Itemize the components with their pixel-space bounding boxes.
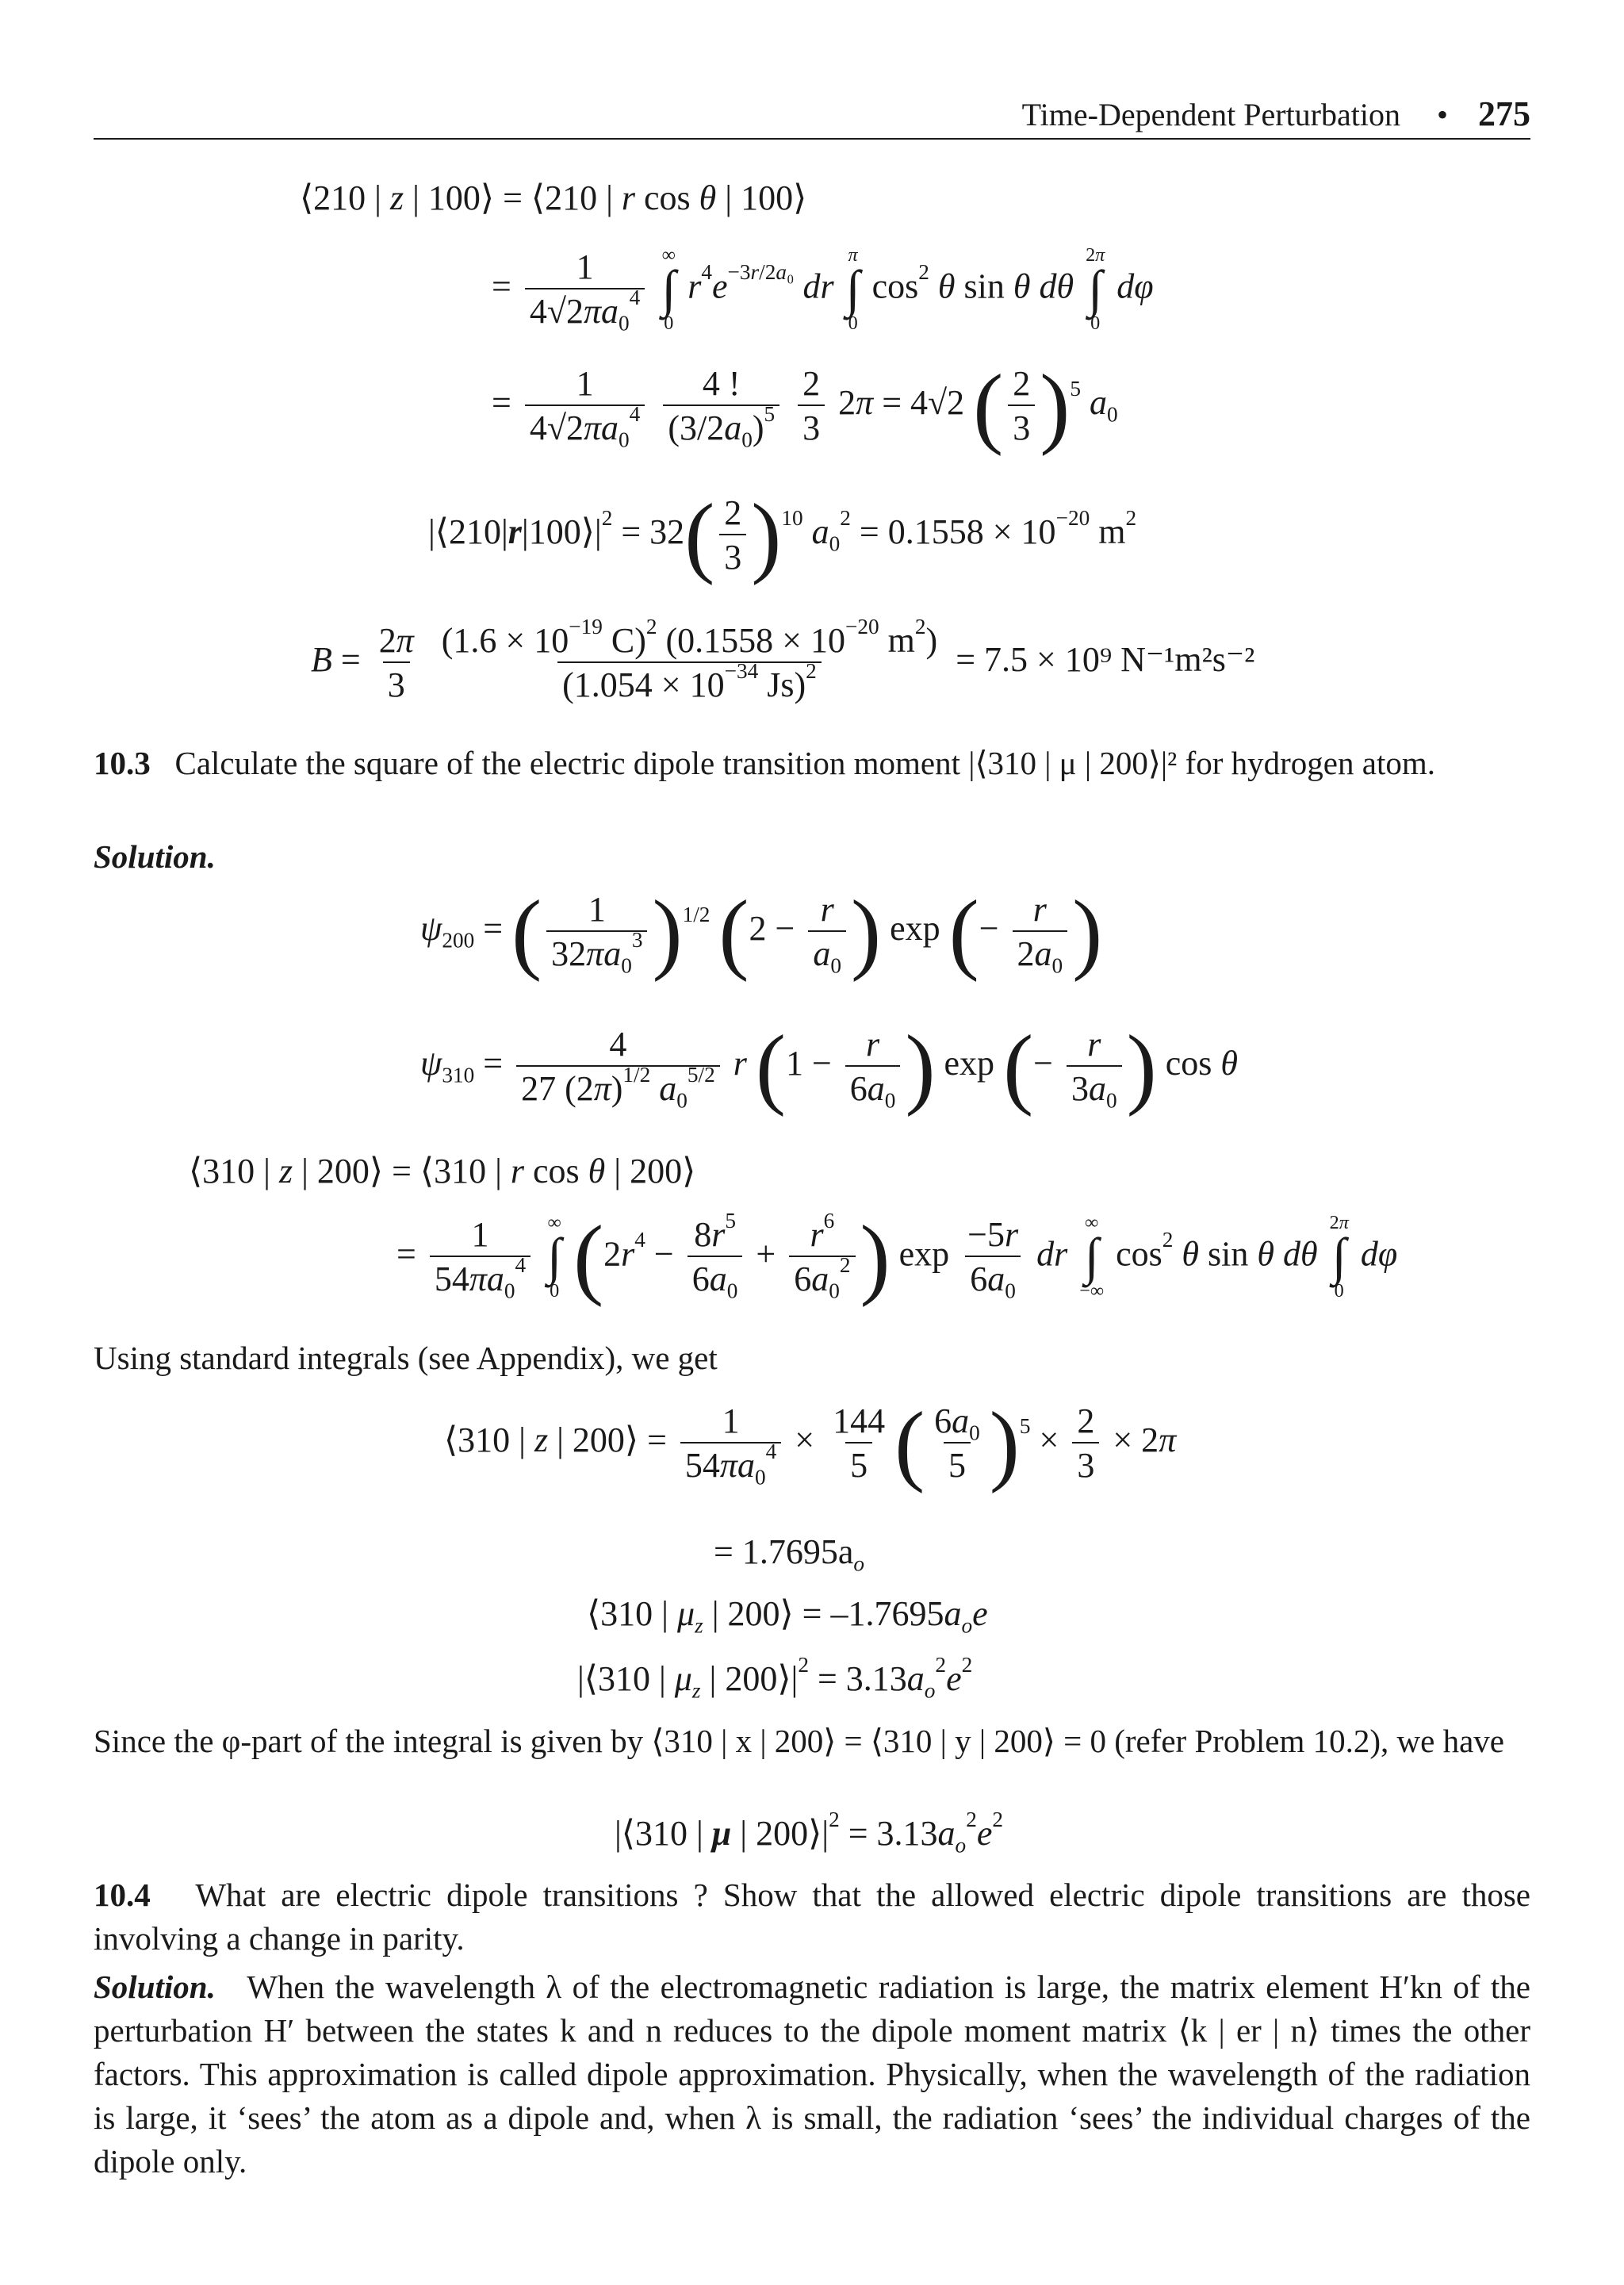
problem-text: Calculate the square of the electric dipole transition moment |⟨310 | μ | 200⟩|² for hydrogen atom. xyxy=(174,745,1435,781)
problem-number-10-4: 10.4 xyxy=(94,1877,151,1913)
problem-10-4 xyxy=(94,1873,1530,1961)
equation-product-310: ⟨310 | z | 200⟩ = $\frac{1}{54\pi a_0^4}$ × $\frac{144}{5}$ ( $\frac{6a_0}{5}$ )$^5$ × $\frac{2}{3}$ × 2π xyxy=(444,1393,1177,1494)
equation-matrix-element-310: ⟨310 | z | 200⟩ = ⟨310 | r cos θ | 200⟩ xyxy=(189,1152,696,1190)
result-subscript: o xyxy=(853,1551,864,1576)
header-title: Time-Dependent Perturbation xyxy=(1021,97,1400,132)
equation-mu-z: ⟨310 | $\mu_z$ | 200⟩ = $-1.7695a_oe$ xyxy=(587,1594,988,1638)
running-header xyxy=(1022,94,1530,134)
b-result: = 7.5 × 10⁹ N⁻¹m²s⁻² xyxy=(956,640,1255,680)
header-rule xyxy=(94,138,1530,140)
solution-label-10-3: Solution. xyxy=(94,838,216,875)
page-number: 275 xyxy=(1478,94,1530,133)
equation-final-mu-squared: |⟨310 | μ | $200⟩|^2 = 3.13a_o^2e^2$ xyxy=(615,1807,1003,1858)
header-bullet: • xyxy=(1436,97,1448,132)
problem-10-3 xyxy=(94,742,1530,785)
problem-number: 10.3 xyxy=(94,745,151,781)
equation-result-210: = $\frac{1}{4√2\pi a_0^4}$ $\frac{4 !}{(3/2a_0)^5}$ $\frac{2}{3}$ 2π = 4√2 ( $\frac{2}{3}$ )$^5$ $a_0$ xyxy=(492,355,1118,457)
using-standard-integrals-text: Using standard integrals (see Appendix), we get xyxy=(94,1340,718,1376)
equation-psi-200: $\psi_{200}$ = ( $\frac{1}{32\pi a_0^3}$ )$^{1/2}$ (2 − $\frac{r}{a_0}$ ) exp (− $\frac{r}{2a_0}$ ) xyxy=(420,881,1103,983)
equation-mu-z-squared: |⟨310 | $\mu_z$ | $200⟩|^2 = 3.13a_o^2e^2$ xyxy=(577,1652,973,1703)
equation-integral-310: = $\frac{1}{54\pi a_0^4}$ ∞ ∫ 0 ($2r^4$ − $\frac{8r^5}{6a_0}$ + $\frac{r^6}{6a_0^2}$ ) exp $\frac{-5r}{6a_0}$ dr ∞ ∫ −∞ $\cos^2 \theta$ sin θ dθ 2π ∫ 0 dφ xyxy=(396,1206,1398,1308)
solution-10-4 xyxy=(94,1965,1530,2183)
result-value: = 1.7695a xyxy=(714,1532,854,1571)
equation-psi-310: $\psi_{310}$ = $\frac{4}{27 (2\pi)^{1/2} a_0^{5/2}}$ r (1 − $\frac{r}{6a_0}$ ) exp (− $\frac{r}{3a_0}$ ) cos θ xyxy=(420,1016,1238,1118)
solution-label-10-4: Solution. xyxy=(94,1969,216,2005)
solution-text-10-4: When the wavelength λ of the electromagnetic radiation is large, the matrix element H′kn of the perturbation H′ between the states k and n reduces to the dipole moment matrix ⟨k | er | n⟩ times the other factors. This approximation is called dipole approximation. Physically, when the wavelength of the radiation is large, it ‘sees’ the atom as a dipole and, when λ is small, the radiation ‘sees’ the individual charges of the dipole only. xyxy=(94,1969,1530,2180)
equation-coefficient-b: B = $\frac{2\pi}{3}$ $\frac{(1.6 \times 10^{-19} C)^2 (0.1558 \times 10^{-20} m^2)}{(1.054 \times 10^{-34} Js)^2}$ = 7.5 × 10⁹ N⁻¹m²s⁻² xyxy=(311,614,1255,704)
problem-text-10-4: What are electric dipole transitions ? Show that the allowed electric dipole transitions are those involving a change in parity. xyxy=(94,1877,1530,1957)
equation-square-210: $|⟨210|r|100⟩|^2 = 32$( $\frac{2}{3}$ )$^{10}$ $a_0^2 = 0.1558 \times 10^{-20}$ $m^2$ xyxy=(428,485,1137,586)
since-phi-part-text: Since the φ-part of the integral is given by ⟨310 | x | 200⟩ = ⟨310 | y | 200⟩ = 0 (refer Problem 10.2), we have xyxy=(94,1723,1504,1759)
equation-result-1-7695 xyxy=(714,1532,864,1576)
equation-integral-210: = $\frac{1}{4√2\pi a_0^4}$ ∞ ∫ 0 $r^4e^{-3r/2a_0}$ dr π ∫ 0 $\cos^2 \theta$ sin θ dθ 2π ∫ 0 dφ xyxy=(492,244,1154,335)
equation-matrix-element-210: ⟨210 | z | 100⟩ = ⟨210 | r cos θ | 100⟩ xyxy=(300,178,807,217)
